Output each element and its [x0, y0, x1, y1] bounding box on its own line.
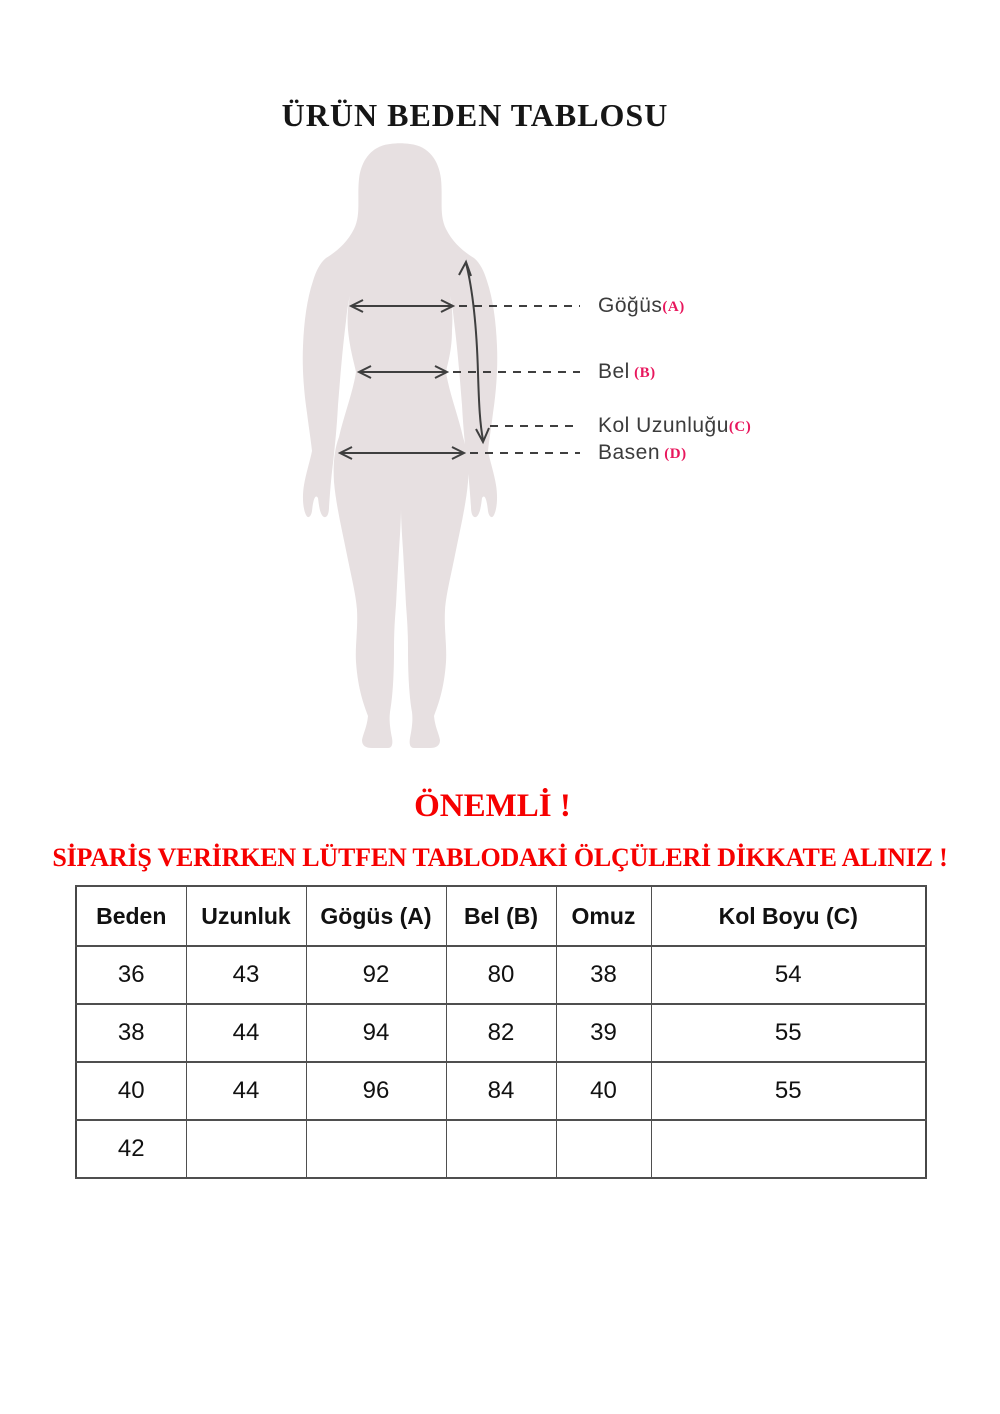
size-cell: 42	[76, 1120, 186, 1178]
size-cell	[651, 1120, 926, 1178]
measurement-label-gogus	[598, 294, 685, 318]
table-row	[76, 1004, 926, 1062]
size-cell: 39	[556, 1004, 651, 1062]
size-cell: 55	[651, 1004, 926, 1062]
label-text: Basen	[598, 441, 661, 464]
size-cell: 44	[186, 1062, 306, 1120]
size-cell: 38	[556, 946, 651, 1004]
measurement-label-bel	[598, 360, 656, 384]
label-text: Bel	[598, 360, 630, 383]
size-cell: 94	[306, 1004, 446, 1062]
measurement-label-basen	[598, 441, 687, 465]
label-text: Göğüs	[598, 294, 663, 317]
size-cell: 80	[446, 946, 556, 1004]
size-cell	[446, 1120, 556, 1178]
size-cell	[556, 1120, 651, 1178]
label-code-c: (C)	[728, 419, 752, 435]
important-heading: ÖNEMLİ !	[414, 788, 571, 824]
measurement-label-kol-uzunlugu	[598, 414, 751, 438]
size-cell: 40	[76, 1062, 186, 1120]
warning-text: SİPARİŞ VERİRKEN LÜTFEN TABLODAKİ ÖLÇÜLERİ DİKKATE ALINIZ !	[52, 843, 948, 872]
size-cell: 36	[76, 946, 186, 1004]
table-header-row	[76, 886, 926, 946]
column-header-uzunluk: Uzunluk	[186, 886, 306, 946]
table-row	[76, 1062, 926, 1120]
size-cell	[186, 1120, 306, 1178]
column-header-beden: Beden	[76, 886, 186, 946]
female-silhouette	[303, 143, 498, 748]
table-row	[76, 946, 926, 1004]
size-cell: 82	[446, 1004, 556, 1062]
size-cell: 92	[306, 946, 446, 1004]
size-cell: 38	[76, 1004, 186, 1062]
size-table	[75, 885, 927, 1179]
size-cell: 84	[446, 1062, 556, 1120]
label-code-a: (A)	[662, 299, 685, 315]
size-cell: 43	[186, 946, 306, 1004]
column-header-kol-boyu: Kol Boyu (C)	[651, 886, 926, 946]
label-text: Kol Uzunluğu	[598, 414, 729, 437]
column-header-omuz: Omuz	[556, 886, 651, 946]
size-cell	[306, 1120, 446, 1178]
size-cell: 96	[306, 1062, 446, 1120]
label-code-b: (B)	[629, 365, 656, 381]
size-cell: 54	[651, 946, 926, 1004]
size-cell: 44	[186, 1004, 306, 1062]
table-row	[76, 1120, 926, 1178]
column-header-gogus: Gögüs (A)	[306, 886, 446, 946]
size-cell: 55	[651, 1062, 926, 1120]
label-code-d: (D)	[660, 446, 687, 462]
page-title: ÜRÜN BEDEN TABLOSU	[281, 97, 669, 134]
column-header-bel: Bel (B)	[446, 886, 556, 946]
size-cell: 40	[556, 1062, 651, 1120]
